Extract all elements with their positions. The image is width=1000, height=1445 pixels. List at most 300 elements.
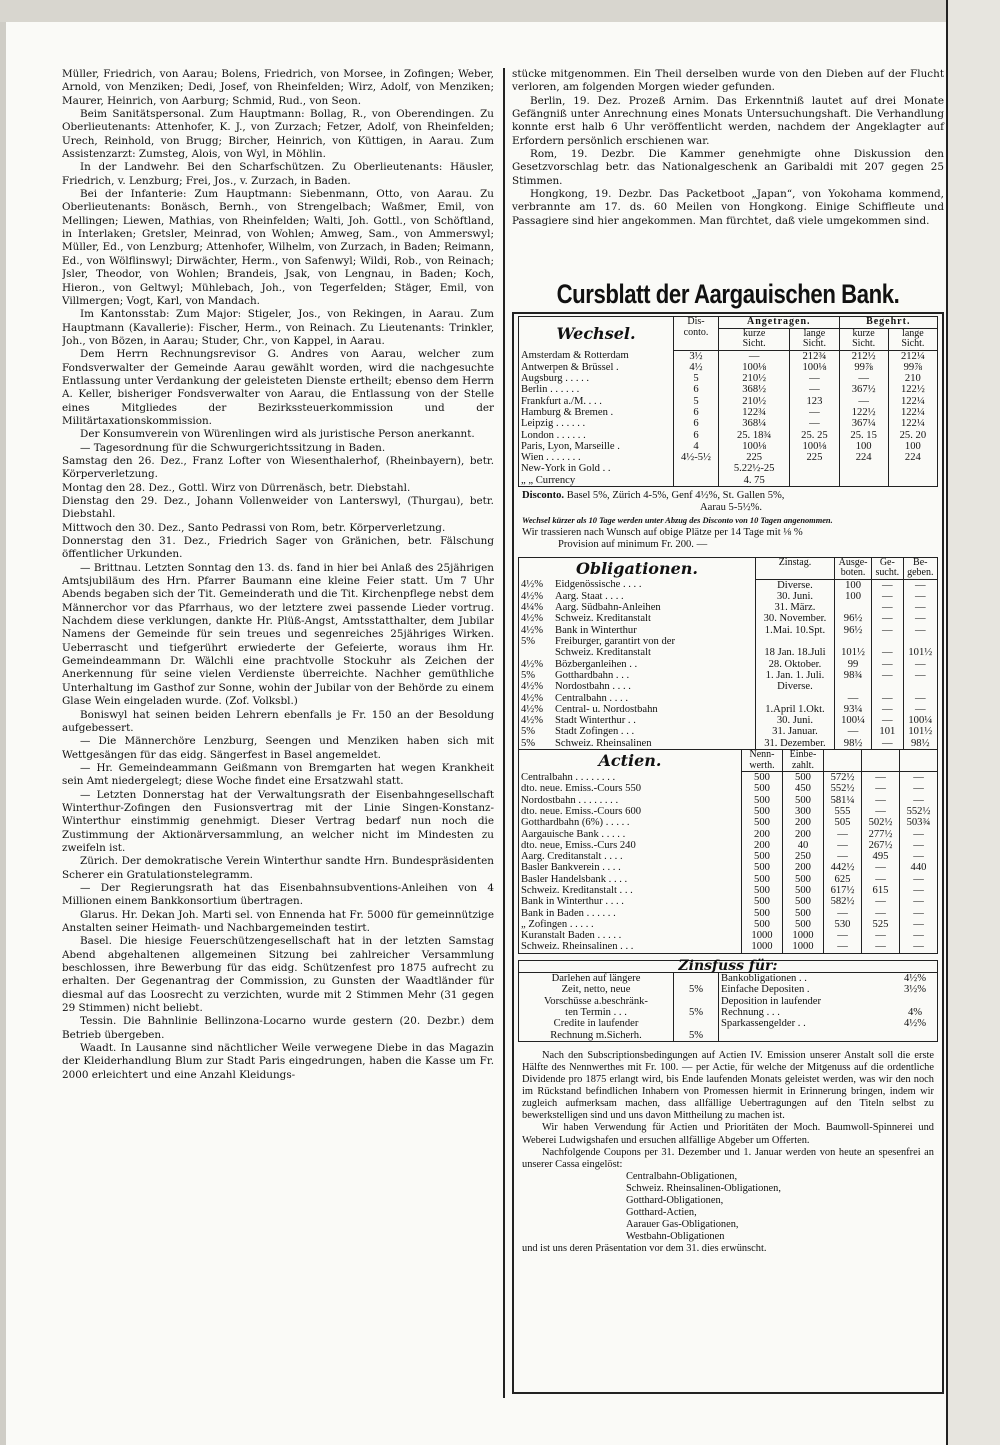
zins-left-label: Darlehen auf längere	[551, 973, 641, 985]
article-paragraph: — Der Regierungsrath hat das Eisenbahnsubventions-Anleihen von 4 Millionen einem Bankkonsortium übertragen.	[62, 881, 494, 908]
wechsel-ak-cell: 25. 18¾	[719, 430, 790, 441]
zinsfuss-row	[519, 996, 938, 1007]
actien-g-cell: 615	[862, 885, 900, 896]
wechsel-bl-cell: 99⅞	[888, 362, 937, 373]
article-paragraph: Montag den 28. Dez., Gottl. Wirz von Dürrenäsch, betr. Diebstahl.	[62, 481, 411, 494]
zins-left-label: Zeit, netto, neue	[561, 984, 631, 996]
actien-b-cell: —	[900, 851, 938, 862]
actien-g-cell: —	[862, 862, 900, 873]
zins-left-rate	[674, 996, 719, 1007]
article-paragraph: Zürich. Der demokratische Verein Winterthur sandte Hrn. Bundespräsidenten Scherer ein Gratulationstelegramm.	[62, 855, 494, 881]
wechsel-al-cell: 123	[790, 396, 839, 407]
wechsel-disc-cell: 4½	[674, 362, 719, 373]
actien-row	[519, 896, 938, 907]
wechsel-row	[519, 441, 938, 452]
obligation-row	[519, 726, 938, 737]
wechsel-place-cell: Berlin . . . . . .	[521, 384, 580, 396]
wechsel-bl-cell: 122¼	[888, 418, 937, 429]
wechsel-row	[519, 463, 938, 474]
wechsel-bl-cell: 122½	[888, 384, 937, 395]
actien-nenn-cell: 500	[742, 896, 783, 907]
obligation-rate-cell: 4½%	[521, 613, 544, 625]
obligationen-table	[518, 557, 938, 750]
obligation-row	[519, 704, 938, 715]
actien-g-cell: 502½	[862, 817, 900, 828]
obligation-a-cell: 98¾	[834, 670, 871, 681]
article-paragraph: Waadt. In Lausanne sind nächtlicher Weile verwegene Diebe in das Magazin der Kleiderhandlung Blum zur Stadt Paris eingedrungen, haben die Kasse um Fr. 2000 erleichtert und eine Anzahl Kleidungs-	[62, 1042, 494, 1081]
obligation-zinstag-cell: 18 Jan. 18.Juli	[755, 647, 834, 658]
actien-einb-cell: 500	[783, 908, 824, 919]
einbezahlt-header: Einbe- zahlt.	[783, 750, 824, 772]
actien-a-cell: —	[824, 840, 862, 851]
wechsel-place-cell: Hamburg & Bremen .	[521, 406, 614, 418]
actien-b-cell: 440	[900, 862, 938, 873]
article-paragraph: Boniswyl hat seinen beiden Lehrern ebenfalls je Fr. 150 an der Besoldung aufgebessert.	[62, 708, 494, 734]
obligation-b-cell: —	[903, 659, 937, 670]
wechsel-bk-cell: 367¼	[839, 418, 888, 429]
wechsel-disc-cell: 6	[674, 407, 719, 418]
wechsel-bk-cell	[839, 463, 888, 474]
wechsel-ak-cell: 225	[719, 452, 790, 463]
obligation-name-cell: Nordostbahn . . . .	[555, 681, 631, 693]
actien-row	[519, 941, 938, 953]
begehrt-kurze-header: kurze Sicht.	[839, 328, 888, 350]
obligation-name-cell: Central- u. Nordostbahn	[555, 703, 658, 715]
obligation-rate-cell: 4½%	[521, 692, 544, 704]
actien-nenn-cell: 500	[742, 908, 783, 919]
obligation-name-cell: Bank in Winterthur	[555, 624, 637, 636]
obligation-zinstag-cell: 31. Dezember.	[755, 738, 834, 750]
article-paragraph: Müller, Friedrich, von Aarau; Bolens, Friedrich, von Morsee, in Zofingen; Weber, Arnold, von Menziken; Dedi, Josef, von Rheinfelden; Wirz, Adolf, von Menziken; Maurer, Heinrich, von Aarburg; Schmid, Rud., von Seon.	[62, 68, 494, 107]
actien-b-cell: —	[900, 840, 938, 851]
obligationen-section-title: Obligationen.	[575, 558, 698, 578]
actien-b-cell: —	[900, 829, 938, 840]
coupon-item: Gotthard-Actien,	[626, 1207, 697, 1219]
actien-b-cell: —	[900, 772, 938, 784]
obligation-row	[519, 625, 938, 636]
news-paragraph: Rom, 19. Dezbr. Die Kammer genehmigte ohne Diskussion den Gesetzvorschlag betr. das Nationalgeschenk an Garibaldi mit 207 gegen 25 Stimmen.	[512, 148, 944, 187]
actien-name-cell: Gotthardbahn (6%) . . . . .	[521, 817, 630, 829]
obligation-b-cell	[903, 681, 937, 692]
zins-right-rate	[893, 1030, 937, 1042]
wechsel-disc-cell	[674, 463, 719, 474]
disconto-line-1: Basel 5%, Zürich 4-5%, Genf 4½%, St. Gallen 5%,	[566, 490, 785, 502]
obligation-g-cell: —	[872, 704, 903, 715]
actien-einb-cell: 1000	[783, 941, 824, 953]
actien-name-cell: Bank in Winterthur . . . .	[521, 896, 624, 908]
obligation-rate-cell: 4¼%	[521, 602, 544, 614]
obligation-a-cell: 96½	[834, 613, 871, 624]
actien-name-cell: Schweiz. Rheinsalinen . . .	[521, 941, 634, 953]
article-paragraph: — Die Männerchöre Lenzburg, Seengen und Menziken haben sich mit Wettgesängen für das eidg. Sängerfest in Basel angemeldet.	[62, 735, 494, 761]
obligation-row	[519, 579, 938, 591]
zinsfuss-table	[518, 957, 938, 1042]
zins-right-label: Bankobligationen . .	[719, 973, 894, 985]
wechsel-al-cell: —	[790, 418, 839, 429]
actien-a-cell: 581¼	[824, 795, 862, 806]
actien-row	[519, 908, 938, 919]
obligation-a-cell: 96½	[834, 625, 871, 636]
actien-nenn-cell: 500	[742, 783, 783, 794]
obligation-b-cell: —	[903, 579, 937, 591]
actien-a-cell: 530	[824, 919, 862, 930]
zins-left-rate	[674, 973, 719, 985]
article-paragraph: Donnerstag den 31. Dez., Friedrich Sager von Gränichen, betr. Fälschung öffentlicher Urkunden.	[62, 535, 494, 561]
wechsel-bl-cell: 210	[888, 373, 937, 384]
obligation-g-cell: 101	[872, 726, 903, 737]
obligation-g-cell: —	[872, 715, 903, 726]
actien-row	[519, 783, 938, 794]
article-paragraph: In der Landwehr. Bei den Scharfschützen. Zu Oberlieutenants: Häusler, Friedrich, v. Lenzburg; Frei, Jos., v. Zurzach, in Baden.	[62, 161, 494, 187]
notice-verwendung: Wir haben Verwendung für Actien und Prioritäten der Moch. Baumwoll-Spinnerei und Weberei Ludwigshafen und ersuchen allfällige Abgeber um Offerten.	[522, 1122, 934, 1146]
actien-name-cell: Bank in Baden . . . . . .	[521, 907, 616, 919]
obligation-zinstag-cell: Diverse.	[755, 579, 834, 591]
wechsel-ak-cell: 122¾	[719, 407, 790, 418]
actien-b-cell: —	[900, 908, 938, 919]
actien-einb-cell: 200	[783, 829, 824, 840]
wechsel-row	[519, 418, 938, 429]
obligation-g-cell: —	[872, 670, 903, 681]
obligation-b-cell	[903, 636, 937, 647]
wechsel-place-cell: Paris, Lyon, Marseille .	[521, 440, 620, 452]
obligation-row	[519, 636, 938, 647]
actien-a-cell: —	[824, 829, 862, 840]
wechsel-bl-cell	[888, 475, 937, 487]
wechsel-ak-cell: —	[719, 350, 790, 362]
wechsel-place-cell: Amsterdam & Rotterdam	[521, 350, 629, 361]
zins-left-rate: 5%	[674, 1007, 719, 1018]
obligation-name-cell: Aarg. Staat . . . .	[555, 590, 624, 602]
bank-title: Cursblatt der Aargauischen Bank.	[556, 279, 900, 309]
article-paragraph: Dienstag den 29. Dez., Johann Vollenweider von Lanterswyl, (Thurgau), betr. Diebstahl.	[62, 495, 494, 521]
wechsel-bk-cell: 367½	[839, 384, 888, 395]
page-edge-top	[0, 0, 1000, 22]
actien-nenn-cell: 500	[742, 817, 783, 828]
actien-g-cell: —	[862, 930, 900, 941]
obligation-rate-cell: 4½%	[521, 681, 544, 693]
coupon-item: Schweiz. Rheinsalinen-Obligationen,	[626, 1182, 781, 1194]
obligation-a-cell	[834, 602, 871, 613]
obligation-g-cell	[872, 681, 903, 692]
actien-row	[519, 862, 938, 873]
wechsel-ak-cell: 368¼	[719, 418, 790, 429]
actien-b-cell: —	[900, 874, 938, 885]
wechsel-disc-cell	[674, 475, 719, 487]
actien-a-cell: —	[824, 851, 862, 862]
coupon-item: Gotthard-Obligationen,	[626, 1194, 724, 1206]
obligation-rate-cell: 4½%	[521, 624, 544, 636]
wechsel-ak-cell: 210½	[719, 396, 790, 407]
wechsel-disc-cell: 5	[674, 373, 719, 384]
actien-nenn-cell: 500	[742, 806, 783, 817]
zins-right-label: Deposition in laufender	[719, 996, 894, 1007]
actien-einb-cell: 500	[783, 795, 824, 806]
wechsel-bk-cell: 100	[839, 441, 888, 452]
obligation-zinstag-cell	[755, 636, 834, 647]
actien-nenn-cell: 500	[742, 795, 783, 806]
article-paragraph: Mittwoch den 30. Dez., Santo Pedrassi von Rom, betr. Körperverletzung.	[62, 521, 446, 534]
actien-a-cell: 505	[824, 817, 862, 828]
actien-einb-cell: 500	[783, 896, 824, 907]
obligation-g-cell: —	[872, 613, 903, 624]
wechsel-al-cell: 212¾	[790, 350, 839, 362]
obligation-b-cell: —	[903, 625, 937, 636]
column-rule	[503, 68, 505, 1398]
actien-einb-cell: 500	[783, 772, 824, 784]
actien-g-cell: —	[862, 783, 900, 794]
provision-line-2: Provision auf minimum Fr. 200. —	[558, 538, 708, 550]
wechsel-al-cell: 100⅛	[790, 362, 839, 373]
actien-einb-cell: 450	[783, 783, 824, 794]
article-paragraph: Bei der Infanterie: Zum Hauptmann: Siebenmann, Otto, von Aarau. Zu Oberlieutenants: Bonäsch, Bernh., von Strengelbach; Waßmer, Emil, von Mellingen; Liewen, Mathias, von Rheinfelden; Walti, Joh. Gottl., von Schöftland, in Interlaken; Gretsler, Meinrad, von Wohlen; Amweg, Sam., von Ammerswyl; Müller, Ed., von Lenzburg; Attenhofer, Wilhelm, von Zurzach, in Baden; Reimann, Ed., von Wölflinswyl; Dirwächter, Herm., von Safenwyl; Wildi, Rob., von Reinach; Jsler, Theodor, von Wohlen; Brandeis, Jsak, von Lengnau, in Baden; Koch, Hieron., von Geltwyl; Mühlebach, Joh., von Tegerfelden; Stäger, Emil, von Villmergen; Vogt, Karl, von Mandach.	[62, 188, 494, 307]
actien-row	[519, 840, 938, 851]
obligation-zinstag-cell: 1.Mai. 10.Spt.	[755, 625, 834, 636]
obligation-zinstag-cell: 30. November.	[755, 613, 834, 624]
wechsel-disc-cell: 3½	[674, 350, 719, 362]
obligation-g-cell: —	[872, 625, 903, 636]
zins-right-label: Einfache Depositen .	[719, 984, 894, 995]
zins-right-rate: 3½%	[904, 984, 927, 996]
actien-b-cell: —	[900, 896, 938, 907]
actien-row	[519, 829, 938, 840]
actien-nenn-cell: 500	[742, 874, 783, 885]
wechsel-bl-cell: 100	[888, 441, 937, 452]
obligation-a-cell: —	[834, 726, 871, 737]
obligation-name-cell: Eidgenössische . . . .	[555, 579, 642, 591]
obligation-g-cell: —	[872, 579, 903, 591]
obligation-b-cell: 98½	[903, 738, 937, 750]
obligation-g-cell	[872, 636, 903, 647]
wechsel-row	[519, 407, 938, 418]
wechsel-ak-cell: 210½	[719, 373, 790, 384]
article-paragraph: Glarus. Hr. Dekan Joh. Marti sel. von Ennenda hat Fr. 5000 für gemeinnützige Anstalten seiner Heimath- und Nachbargemeinden testirt.	[62, 908, 494, 934]
news-paragraph: Hongkong, 19. Dezbr. Das Packetboot „Japan“, von Yokohama kommend, verbrannte am 17. ds. 60 Meilen von Hongkong. Einige Schiffleute und Passagiere sind hier angekommen. Man fürchtet, daß viele umgekommen sind.	[512, 188, 944, 227]
article-paragraph: Im Kantonsstab: Zum Major: Stigeler, Jos., von Rekingen, in Aarau. Zum Hauptmann (Kavallerie): Fischer, Herm., von Reinach. Zu Lieutenants: Trinkler, Joh., von Bözen, in Aarau; Studer, Chr., von Kappel, in Aarau.	[62, 308, 494, 347]
wechsel-disc-cell: 5	[674, 396, 719, 407]
begehrt-lange-header: lange Sicht.	[888, 328, 937, 350]
actien-einb-cell: 40	[783, 840, 824, 851]
zinstag-header: Zinstag.	[755, 557, 834, 579]
article-paragraph: Tessin. Die Bahnlinie Bellinzona-Locarno wurde gestern (20. Dezbr.) dem Betrieb übergeben.	[62, 1015, 494, 1041]
wechsel-row	[519, 452, 938, 463]
obligation-zinstag-cell: 1. Jan. 1. Juli.	[755, 670, 834, 681]
wechsel-al-cell: 225	[790, 452, 839, 463]
actien-a-cell: 442½	[824, 862, 862, 873]
wechsel-bk-cell: 99⅞	[839, 362, 888, 373]
wechsel-place-cell: Augsburg . . . . .	[521, 373, 590, 385]
zins-left-rate: 5%	[674, 1030, 719, 1042]
coupon-item: Westbahn-Obligationen	[626, 1231, 725, 1243]
wechsel-ak-cell: 5.22½-25	[719, 463, 790, 474]
article-paragraph: — Letzten Donnerstag hat der Verwaltungsrath der Eisenbahngesellschaft Winterthur-Zofingen den Fusionsvertrag mit der Linie Singen-Konstanz-Winterthur einstimmig genehmigt. Dieser Vertrag bedarf nun noch die Zustimmung der Aktionärversammlung, an welcher nicht im Mindesten zu zweifeln ist.	[62, 788, 494, 854]
actien-nenn-cell: 500	[742, 772, 783, 784]
obligation-zinstag-cell: 1.April 1.Okt.	[755, 704, 834, 715]
actien-name-cell: dto. neue. Emiss.-Cours 550	[521, 783, 642, 795]
obligation-name-cell: Bözberganleihen . .	[555, 658, 638, 670]
actien-row	[519, 817, 938, 828]
actien-einb-cell: 200	[783, 817, 824, 828]
zinsfuss-row	[519, 984, 938, 995]
wechsel-place-cell: New-York in Gold . .	[521, 463, 611, 475]
zins-right-rate: 4%	[907, 1006, 923, 1018]
obligation-rate-cell: 4½%	[521, 703, 544, 715]
wechsel-bl-cell	[888, 463, 937, 474]
wechsel-bl-cell: 224	[888, 452, 937, 463]
actien-a-cell: —	[824, 908, 862, 919]
actien-einb-cell: 1000	[783, 930, 824, 941]
zins-left-rate	[674, 1018, 719, 1029]
actien-b-cell: —	[900, 795, 938, 806]
wechsel-disc-cell: 6	[674, 384, 719, 395]
bank-notice	[522, 1050, 934, 1256]
wechsel-disc-cell: 4	[674, 441, 719, 452]
zins-left-label: Rechnung m.Sicherh.	[550, 1029, 642, 1041]
obligation-name-cell: Stadt Zofingen . . .	[555, 726, 635, 738]
actien-g-cell: 525	[862, 919, 900, 930]
wechsel-ak-cell: 100⅛	[719, 441, 790, 452]
obligation-rate-cell: 5%	[521, 636, 536, 648]
news-paragraph: Berlin, 19. Dez. Prozeß Arnim. Das Erkenntniß lautet auf drei Monate Gefängniß unter Anrechnung eines Monats Untersuchungshaft. Die Verhandlung konnte erst halb 6 Uhr veröffentlicht werden, nachdem der Angeklagter auf Erfordern persönlich erschienen war.	[512, 94, 944, 147]
actien-b-cell: —	[900, 919, 938, 930]
actien-name-cell: Schweiz. Kreditanstalt . . .	[521, 884, 633, 896]
obligation-name-cell: Schweiz. Kreditanstalt	[555, 647, 651, 659]
obligation-rate-cell: 5%	[521, 726, 536, 738]
wechsel-al-cell: —	[790, 373, 839, 384]
wechsel-ak-cell: 368½	[719, 384, 790, 395]
actien-g-cell: —	[862, 795, 900, 806]
wechsel-disc-cell: 4½-5½	[674, 452, 719, 463]
nennwerth-header: Nenn- werth.	[742, 750, 783, 772]
disconto-label: Disconto.	[522, 490, 565, 502]
obligation-a-cell: 93¼	[834, 704, 871, 715]
wechsel-place-cell: Antwerpen & Brüssel .	[521, 361, 619, 373]
obligation-name-cell: Schweiz. Rheinsalinen	[555, 737, 652, 749]
actien-a-cell: 625	[824, 874, 862, 885]
obligation-zinstag-cell: 30. Juni.	[755, 591, 834, 602]
obligation-row	[519, 715, 938, 726]
obligation-b-cell: 100¼	[903, 715, 937, 726]
obligation-g-cell: —	[872, 602, 903, 613]
gesucht-header: Ge- sucht.	[872, 557, 903, 579]
wechsel-al-cell	[790, 475, 839, 487]
zins-right-label: Rechnung . . .	[719, 1007, 894, 1018]
wechsel-bk-cell: —	[839, 396, 888, 407]
actien-einb-cell: 500	[783, 919, 824, 930]
actien-einb-cell: 250	[783, 851, 824, 862]
actien-row	[519, 885, 938, 896]
article-paragraph: Basel. Die hiesige Feuerschützengesellschaft hat in der letzten Samstag Abend abgehaltenen allgemeinen Sitzung bei zahlreicher Versammlung beschlossen, ihre Bewerbung für das eidg. Schützenfest pro 1875 aufrecht zu erhalten. Der Gegenantrag der Commission, zu Gunsten der Waadtländer für diesmal auf das Loosrecht zu verzichten, wurde mit 2 Stimmen Mehr (31 gegen 29 Stimmen) nicht beliebt.	[62, 935, 494, 1015]
actien-einb-cell: 500	[783, 885, 824, 896]
obligation-row	[519, 613, 938, 624]
wechsel-bl-cell: 212¼	[888, 350, 937, 362]
actien-name-cell: dto. neue, Emiss.-Curs 240	[521, 839, 636, 851]
obligation-zinstag-cell: 28. Oktober.	[755, 659, 834, 670]
obligation-b-cell: —	[903, 693, 937, 704]
obligation-g-cell: —	[872, 738, 903, 750]
provision-notice	[522, 527, 934, 551]
obligation-a-cell: 101½	[834, 647, 871, 658]
actien-row	[519, 919, 938, 930]
wechsel-place-cell: Leipzig . . . . . .	[521, 418, 586, 430]
wechsel-al-cell: 100⅛	[790, 441, 839, 452]
actien-g-cell: —	[862, 772, 900, 784]
actien-name-cell: Aarg. Creditanstalt . . . .	[521, 851, 623, 863]
obligation-name-cell: Gotthardbahn . . .	[555, 669, 630, 681]
obligation-zinstag-cell: Diverse.	[755, 681, 834, 692]
actien-a-cell: 617½	[824, 885, 862, 896]
zins-right-rate: 4½%	[904, 973, 927, 985]
actien-nenn-cell: 1000	[742, 941, 783, 953]
gegeben-header: Be- geben.	[903, 557, 937, 579]
coupon-list	[522, 1171, 934, 1244]
article-paragraph: — Hr. Gemeindeammann Geißmann von Bremgarten hat wegen Krankheit sein Amt niedergelegt; diese Woche findet eine Ersatzwahl statt.	[62, 761, 494, 788]
begehrt-header: Begehrt.	[839, 317, 937, 329]
wechsel-bk-cell	[839, 475, 888, 487]
actien-name-cell: Basler Bankverein . . . .	[521, 862, 621, 874]
zins-right-rate: 4½%	[904, 1018, 927, 1030]
zinsfuss-row	[519, 1030, 938, 1042]
wechsel-bk-cell: 122½	[839, 407, 888, 418]
disconto-rates	[522, 490, 934, 514]
left-column-text	[62, 68, 494, 1400]
notice-coupons: Nachfolgende Coupons per 31. Dezember und 1. Januar werden von heute an spesenfrei an unserer Cassa eingelöst:	[522, 1146, 934, 1170]
zins-left-label: ten Termin . . .	[565, 1006, 627, 1018]
obligation-zinstag-cell: 30. Juni.	[755, 715, 834, 726]
actien-nenn-cell: 1000	[742, 930, 783, 941]
wechsel-bk-cell: 25. 15	[839, 430, 888, 441]
zins-right-label	[719, 1030, 894, 1042]
actien-g-cell: —	[862, 874, 900, 885]
actien-g-cell: —	[862, 896, 900, 907]
coupon-item: Centralbahn-Obligationen,	[626, 1170, 738, 1182]
wechsel-row	[519, 396, 938, 407]
article-paragraph: Dem Herrn Rechnungsrevisor G. Andres von Aarau, welcher zum Fondsverwalter der Gemeinde Aarau gewählt worden, wird die nachgesuchte Entlassung unter Verdankung der geleisteten Dienste ertheilt; ebenso dem Herrn A. Keller, bisheriger Fondsverwalter von Aarau, die Entlassung von der Stelle eines Mitgliedes der Bezirkssteuerkommission und der Militärtaxationskommission.	[62, 348, 494, 427]
actien-name-cell: dto. neue. Emiss.-Cours 600	[521, 805, 642, 817]
actien-row	[519, 851, 938, 862]
obligation-b-cell: 101½	[903, 647, 937, 658]
obligation-name-cell: Schweiz. Kreditanstalt	[555, 613, 651, 625]
obligation-rate-cell: 4½%	[521, 658, 544, 670]
bank-rate-sheet	[512, 312, 944, 1394]
actien-nenn-cell: 500	[742, 919, 783, 930]
wechsel-note: Wechsel kürzer als 10 Tage werden unter Abzug des Disconto von 10 Tagen angenommen.	[522, 516, 833, 526]
article-paragraph: — Tagesordnung für die Schwurgerichtssitzung in Baden.	[80, 441, 386, 454]
obligation-row	[519, 670, 938, 681]
wechsel-row	[519, 373, 938, 384]
actien-b-cell: —	[900, 930, 938, 941]
angetragen-header: Angetragen.	[719, 317, 840, 329]
zinsfuss-title: Zinsfuss für:	[519, 960, 938, 972]
obligation-b-cell: —	[903, 613, 937, 624]
zins-right-label: Sparkassengelder . .	[719, 1018, 894, 1029]
actien-section-title: Actien.	[598, 751, 662, 771]
actien-name-cell: Aargauische Bank . . . . .	[521, 828, 626, 840]
angetragen-lange-header: lange Sicht.	[790, 328, 839, 350]
obligation-name-cell: Freiburger, garantirt von der	[555, 636, 675, 648]
actien-row	[519, 874, 938, 885]
actien-b-cell: 552½	[900, 806, 938, 817]
actien-row	[519, 930, 938, 941]
actien-name-cell: Basler Handelsbank . . . .	[521, 873, 628, 885]
actien-a-cell: 582½	[824, 896, 862, 907]
obligation-name-cell: Stadt Winterthur . .	[555, 715, 636, 727]
actien-nenn-cell: 200	[742, 829, 783, 840]
actien-einb-cell: 200	[783, 862, 824, 873]
obligation-b-cell: —	[903, 670, 937, 681]
actien-g-cell: —	[862, 806, 900, 817]
obligation-rate-cell: 4½%	[521, 590, 544, 602]
wechsel-table	[518, 316, 938, 487]
